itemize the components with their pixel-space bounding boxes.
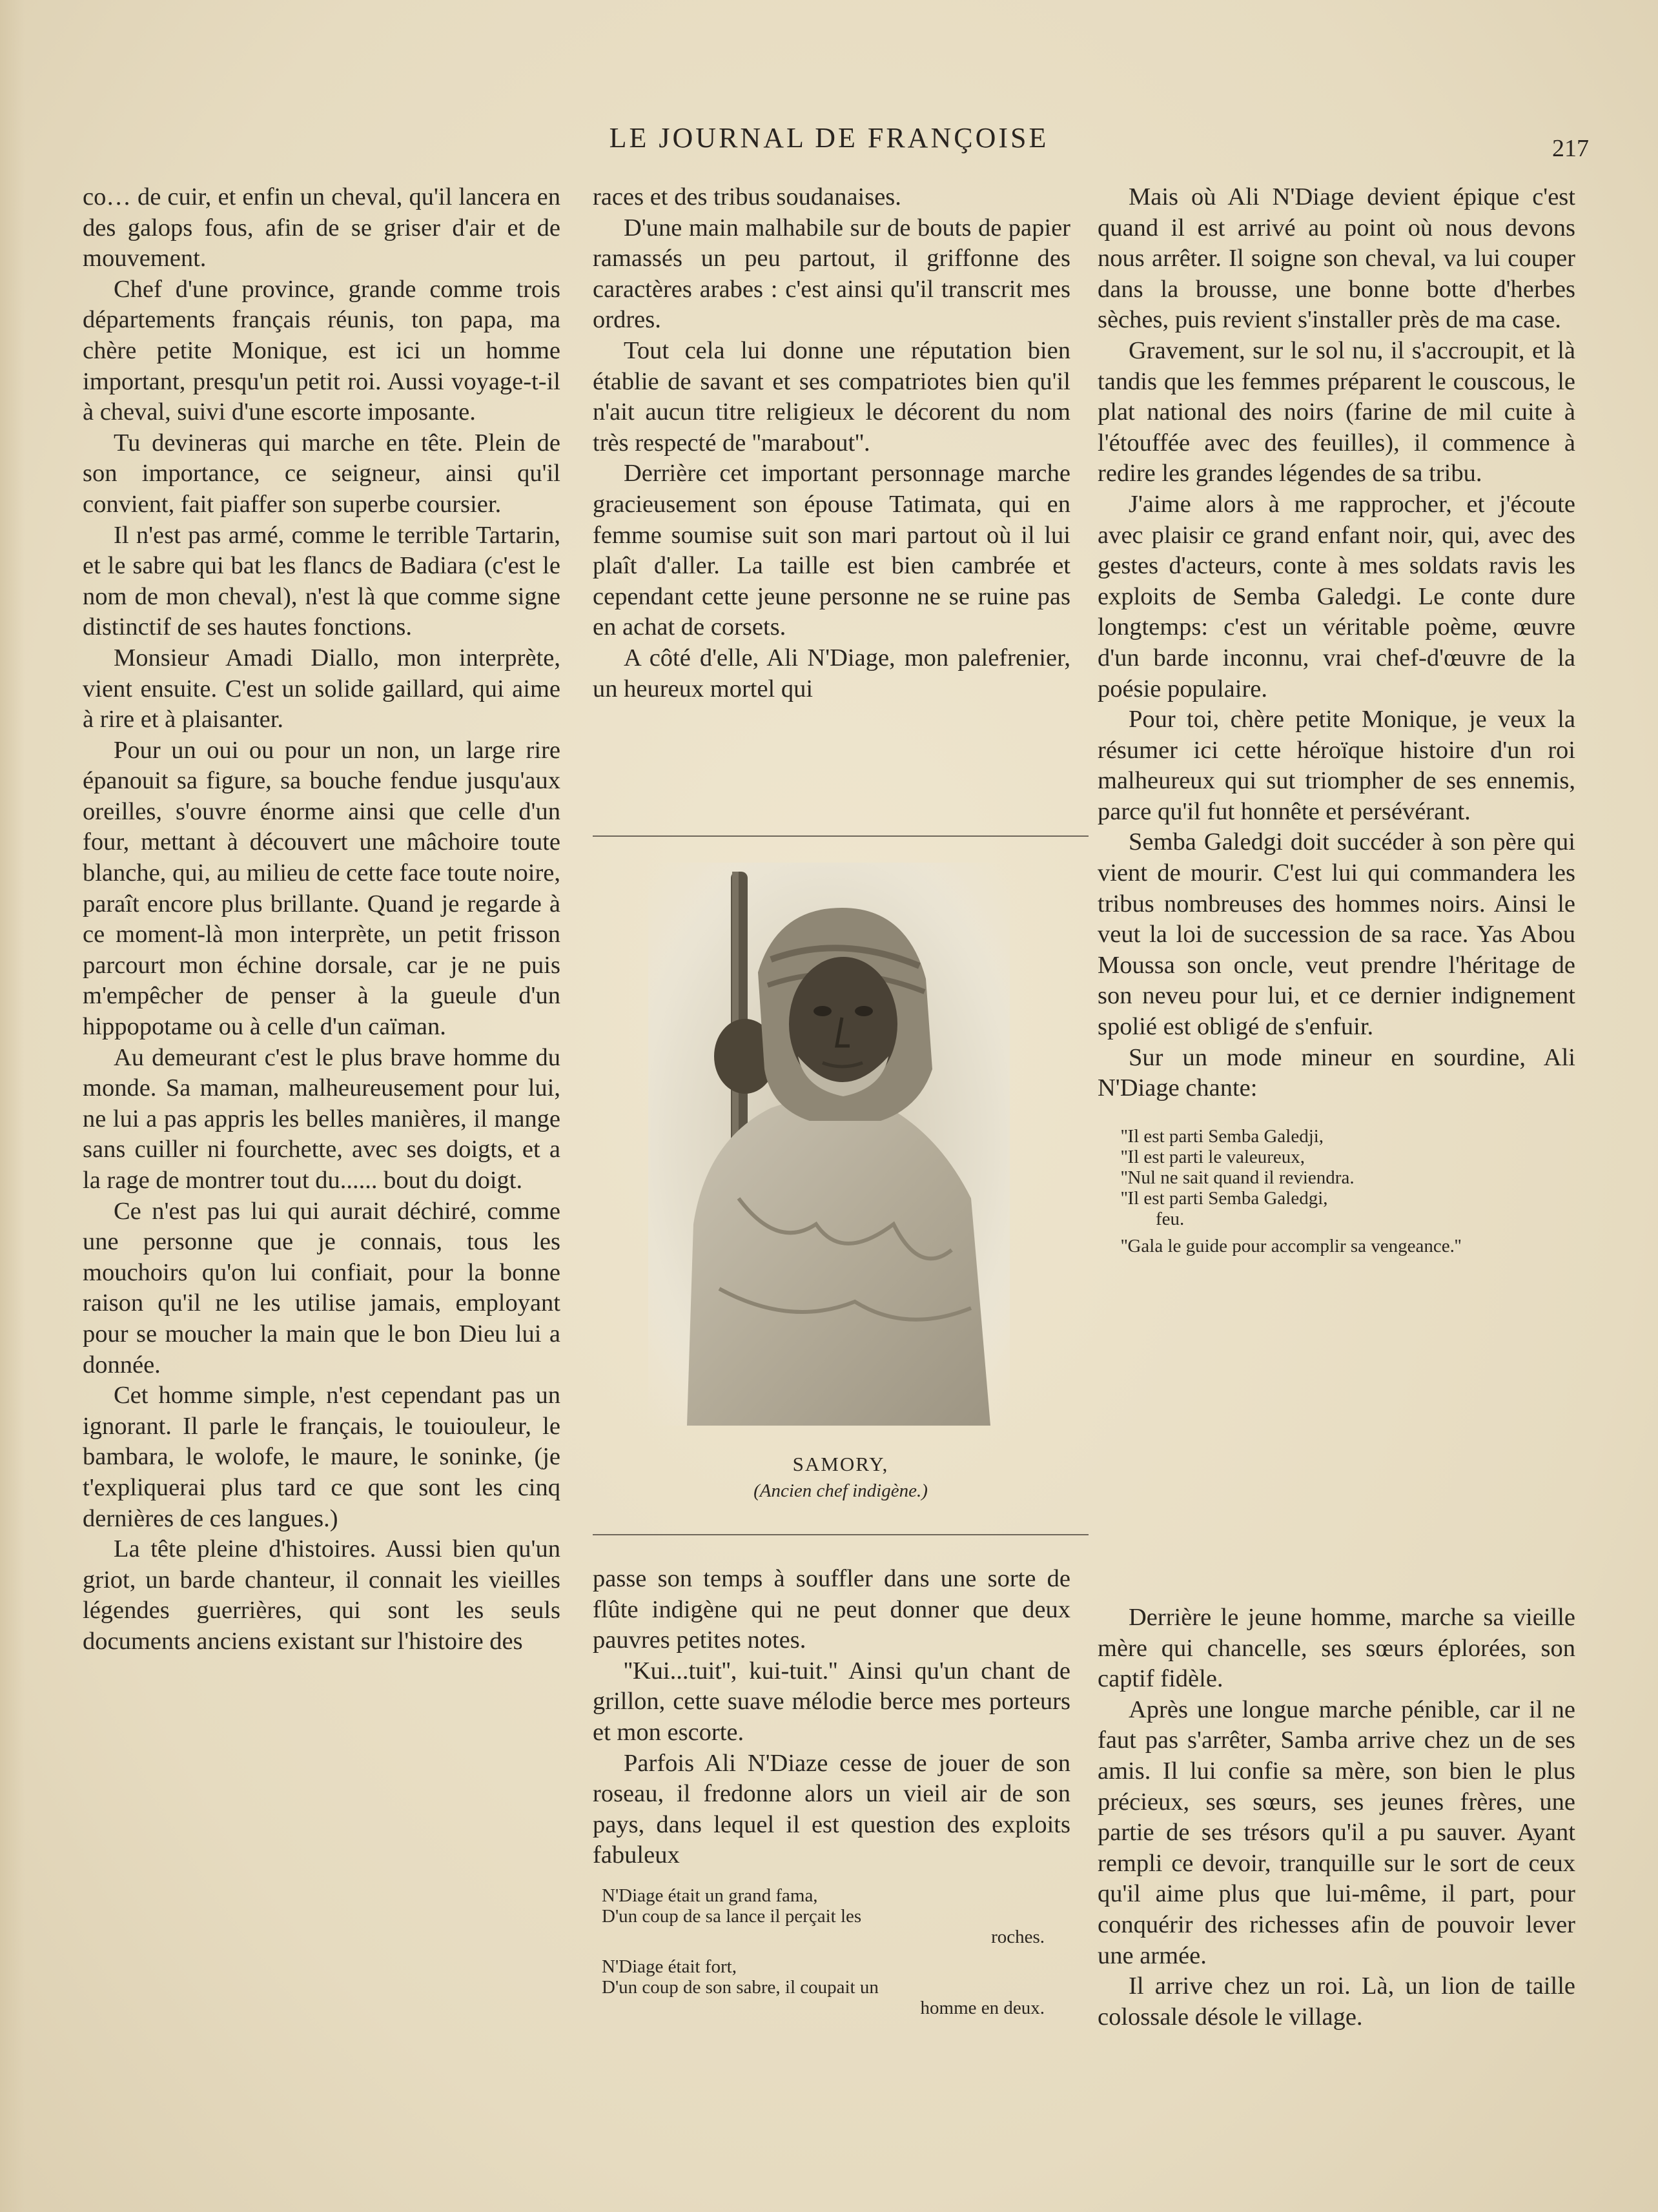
paragraph: co… de cuir, et enfin un cheval, qu'il lancera en des galops fous, afin de se griser d'air et de mouvement. (83, 183, 560, 272)
figure-bottom-rule (593, 1534, 1089, 1535)
paragraph: Gravement, sur le sol nu, il s'accroupit, et là tandis que les femmes préparent le couscous, le plat national des noirs (farine de mil cuite à l'étouffée avec des feuilles), il commence à redire les grandes légendes de sa tribu. (1098, 336, 1575, 487)
paragraph: Ce n'est pas lui qui aurait déchiré, comme une personne que je connais, tous les mouchoirs qu'on lui confiait, pour la bonne raison qu'il ne les utilise jamais, employant pour se moucher la main que le bon Dieu lui a donnée. (83, 1197, 560, 1378)
paragraph: Parfois Ali N'Diaze cesse de jouer de son roseau, il fredonne alors un vieil air de son pays, dans lequel il est question des exploits fabuleux (593, 1749, 1070, 1869)
paragraph: D'une main malhabile sur de bouts de papier ramassés un peu partout, il griffonne des caractères arabes : c'est ainsi qu'il transcrit mes ordres. (593, 214, 1070, 334)
paragraph: races et des tribus soudanaises. (593, 183, 901, 210)
verse-line: roches. (991, 1926, 1045, 1947)
paragraph: Au demeurant c'est le plus brave homme du monde. Sa maman, malheureusement pour lui, ne lui a pas appris les belles manières, il mange sans cuiller ni fourchette, avec ses doigts, et a la rage de montrer tout du...... bout du doigt. (83, 1043, 560, 1194)
paragraph: Tu devineras qui marche en tête. Plein de son importance, ce seigneur, ainsi qu'il convient, fait piaffer son superbe coursier. (83, 429, 560, 518)
verse-line: D'un coup de son sabre, il coupait un (602, 1976, 879, 1998)
paragraph: Pour toi, chère petite Monique, je veux la résumer ici cette héroïque histoire d'un roi malheureux qui sut triompher de ses ennemis, parce qu'il fut honnête et persévérant. (1098, 706, 1575, 825)
paragraph: Derrière cet important personnage marche gracieusement son épouse Tatimata, qui en femme soumise suit son mari partout où il lui plaît d'aller. La taille est bien cambrée et cependant cette jeune personne ne se ruine pas en achat de corsets. (593, 460, 1070, 641)
page-number: 217 (1552, 135, 1589, 162)
page-spine-shadow (0, 0, 25, 2212)
paragraph: Monsieur Amadi Diallo, mon interprète, vient ensuite. C'est un solide gaillard, qui aime à rire et à plaisanter. (83, 644, 560, 733)
figure-caption (593, 1451, 1089, 1504)
column-2-lower (593, 1564, 1070, 2018)
paragraph: Derrière le jeune homme, marche sa vieille mère qui chancelle, ses sœurs éplorées, son captif fidèle. (1098, 1604, 1575, 1693)
verse-line: N'Diage était fort, (602, 1956, 737, 1977)
figure-top-rule (593, 835, 1089, 837)
paragraph: Après une longue marche pénible, car il ne faut pas s'arrêter, Samba arrive chez un de ses amis. Il lui confie sa mère, son bien le plus précieux, ses sœurs, ses jeunes frères, une partie de ses trésors qu'il a pu sauver. Ayant rempli ce devoir, tranquille sur le sort de ceux qu'il aime plus que lui-même, il part, pour conquérir des richesses afin de pouvoir lever une armée. (1098, 1695, 1575, 1969)
verse-block (1121, 1126, 1575, 1256)
verse-line: ''Nul ne sait quand il reviendra. (1121, 1167, 1355, 1188)
verse-line: N'Diage était un grand fama, (602, 1885, 818, 1906)
paragraph: Sur un mode mineur en sourdine, Ali N'Diage chante: (1098, 1043, 1575, 1102)
paragraph: Cet homme simple, n'est cependant pas un ignorant. Il parle le français, le touiouleur, le bambara, le wolofe, le maure, le soninke, (je t'expliquerai plus tard ce que sont les cinq dernières de ces langues.) (83, 1382, 560, 1532)
paragraph: La tête pleine d'histoires. Aussi bien qu'un griot, un barde chanteur, il connait les vieilles légendes guerrières, qui sont les seuls documents anciens existant sur l'histoire des (83, 1535, 560, 1655)
figure-samory (593, 835, 1089, 1541)
caption-title: SAMORY, (792, 1453, 889, 1475)
text-column-3 (1098, 182, 1575, 2031)
verse-line: homme en deux. (920, 1997, 1045, 2018)
paragraph: Pour un oui ou pour un non, un large rire épanouit sa figure, sa bouche fendue jusqu'aux oreilles, s'ouvre énorme ainsi que celle d'un four, mettant à découvert une mâchoire toute blanche, qui, au milieu de cette face toute noire, paraît encore plus brillante. Quand je regarde à ce moment-là mon interprète, un petit frisson parcourt mon échine dorsale, car je ne puis m'empêcher de penser à la gueule d'un hippopotame ou à celle d'un caïman. (83, 736, 560, 1041)
paragraph: ''Kui...tuit'', kui-tuit.'' Ainsi qu'un chant de grillon, cette suave mélodie berce mes porteurs et mon escorte. (593, 1657, 1070, 1746)
verse-line: ''Il est parti Semba Galedgi, (1121, 1187, 1328, 1209)
paragraph: Il arrive chez un roi. Là, un lion de taille colossale désole le village. (1098, 1972, 1575, 2031)
caption-subtitle: (Ancien chef indigène.) (753, 1480, 928, 1501)
portrait-photo (648, 863, 1010, 1426)
paragraph: Semba Galedgi doit succéder à son père qui vient de mourir. C'est lui qui commandera les tribus nombreuses des hommes noirs. Ainsi le veut la loi de succession de sa race. Yas Abou Moussa son oncle, veut prendre l'héritage de son neveu pour lui, et ce dernier indignement spolié est obligé de s'enfuir. (1098, 828, 1575, 1041)
paragraph: Tout cela lui donne une réputation bien établie de savant et ses compatriotes bien qu'il n'ait aucun titre religieux le décorent du nom très respecté de ''marabout''. (593, 336, 1070, 456)
text-column-1 (83, 182, 560, 1657)
running-head: LE JOURNAL DE FRANÇOISE (609, 122, 1049, 154)
portrait-illustration (648, 863, 1010, 1426)
verse-line: feu. (1156, 1208, 1185, 1229)
verse-line: ''Il est parti Semba Galedji, (1121, 1125, 1324, 1147)
column-3-lower (1098, 1603, 1575, 2033)
verse-line: ''Gala le guide pour accomplir sa vengeance.'' (1121, 1235, 1462, 1256)
verse-block (602, 1885, 1070, 2018)
paragraph: J'aime alors à me rapprocher, et j'écoute avec plaisir ce grand enfant noir, qui, avec des gestes d'acteurs, conte à mes soldats ravis les exploits de Semba Galedgi. Le conte dure longtemps: c'est un véritable poème, œuvre d'un barde inconnu, vrai chef-d'œuvre de la poésie populaire. (1098, 490, 1575, 702)
paragraph: A côté d'elle, Ali N'Diage, mon palefrenier, un heureux mortel qui (593, 644, 1070, 702)
paragraph: Mais où Ali N'Diage devient épique c'est quand il est arrivé au point où nous devons nous arrêter. Il soigne son cheval, va lui couper dans la brousse, une bonne botte d'herbes sèches, puis revient s'installer près de ma case. (1098, 183, 1575, 334)
paragraph: passe son temps à souffler dans une sorte de flûte indigène qui ne peut donner que deux pauvres petites notes. (593, 1565, 1070, 1654)
paragraph: Il n'est pas armé, comme le terrible Tartarin, et le sabre qui bat les flancs de Badiara (c'est le nom de mon cheval), n'est là que comme signe distinctif de ses hautes fonctions. (83, 521, 560, 641)
paragraph: Chef d'une province, grande comme trois départements français réunis, ton papa, ma chère petite Monique, est ici un homme important, presqu'un petit roi. Aussi voyage-t-il à cheval, suivi d'une escorte imposante. (83, 275, 560, 426)
verse-line: D'un coup de sa lance il perçait les (602, 1905, 862, 1927)
verse-line: ''Il est parti le valeureux, (1121, 1146, 1305, 1167)
